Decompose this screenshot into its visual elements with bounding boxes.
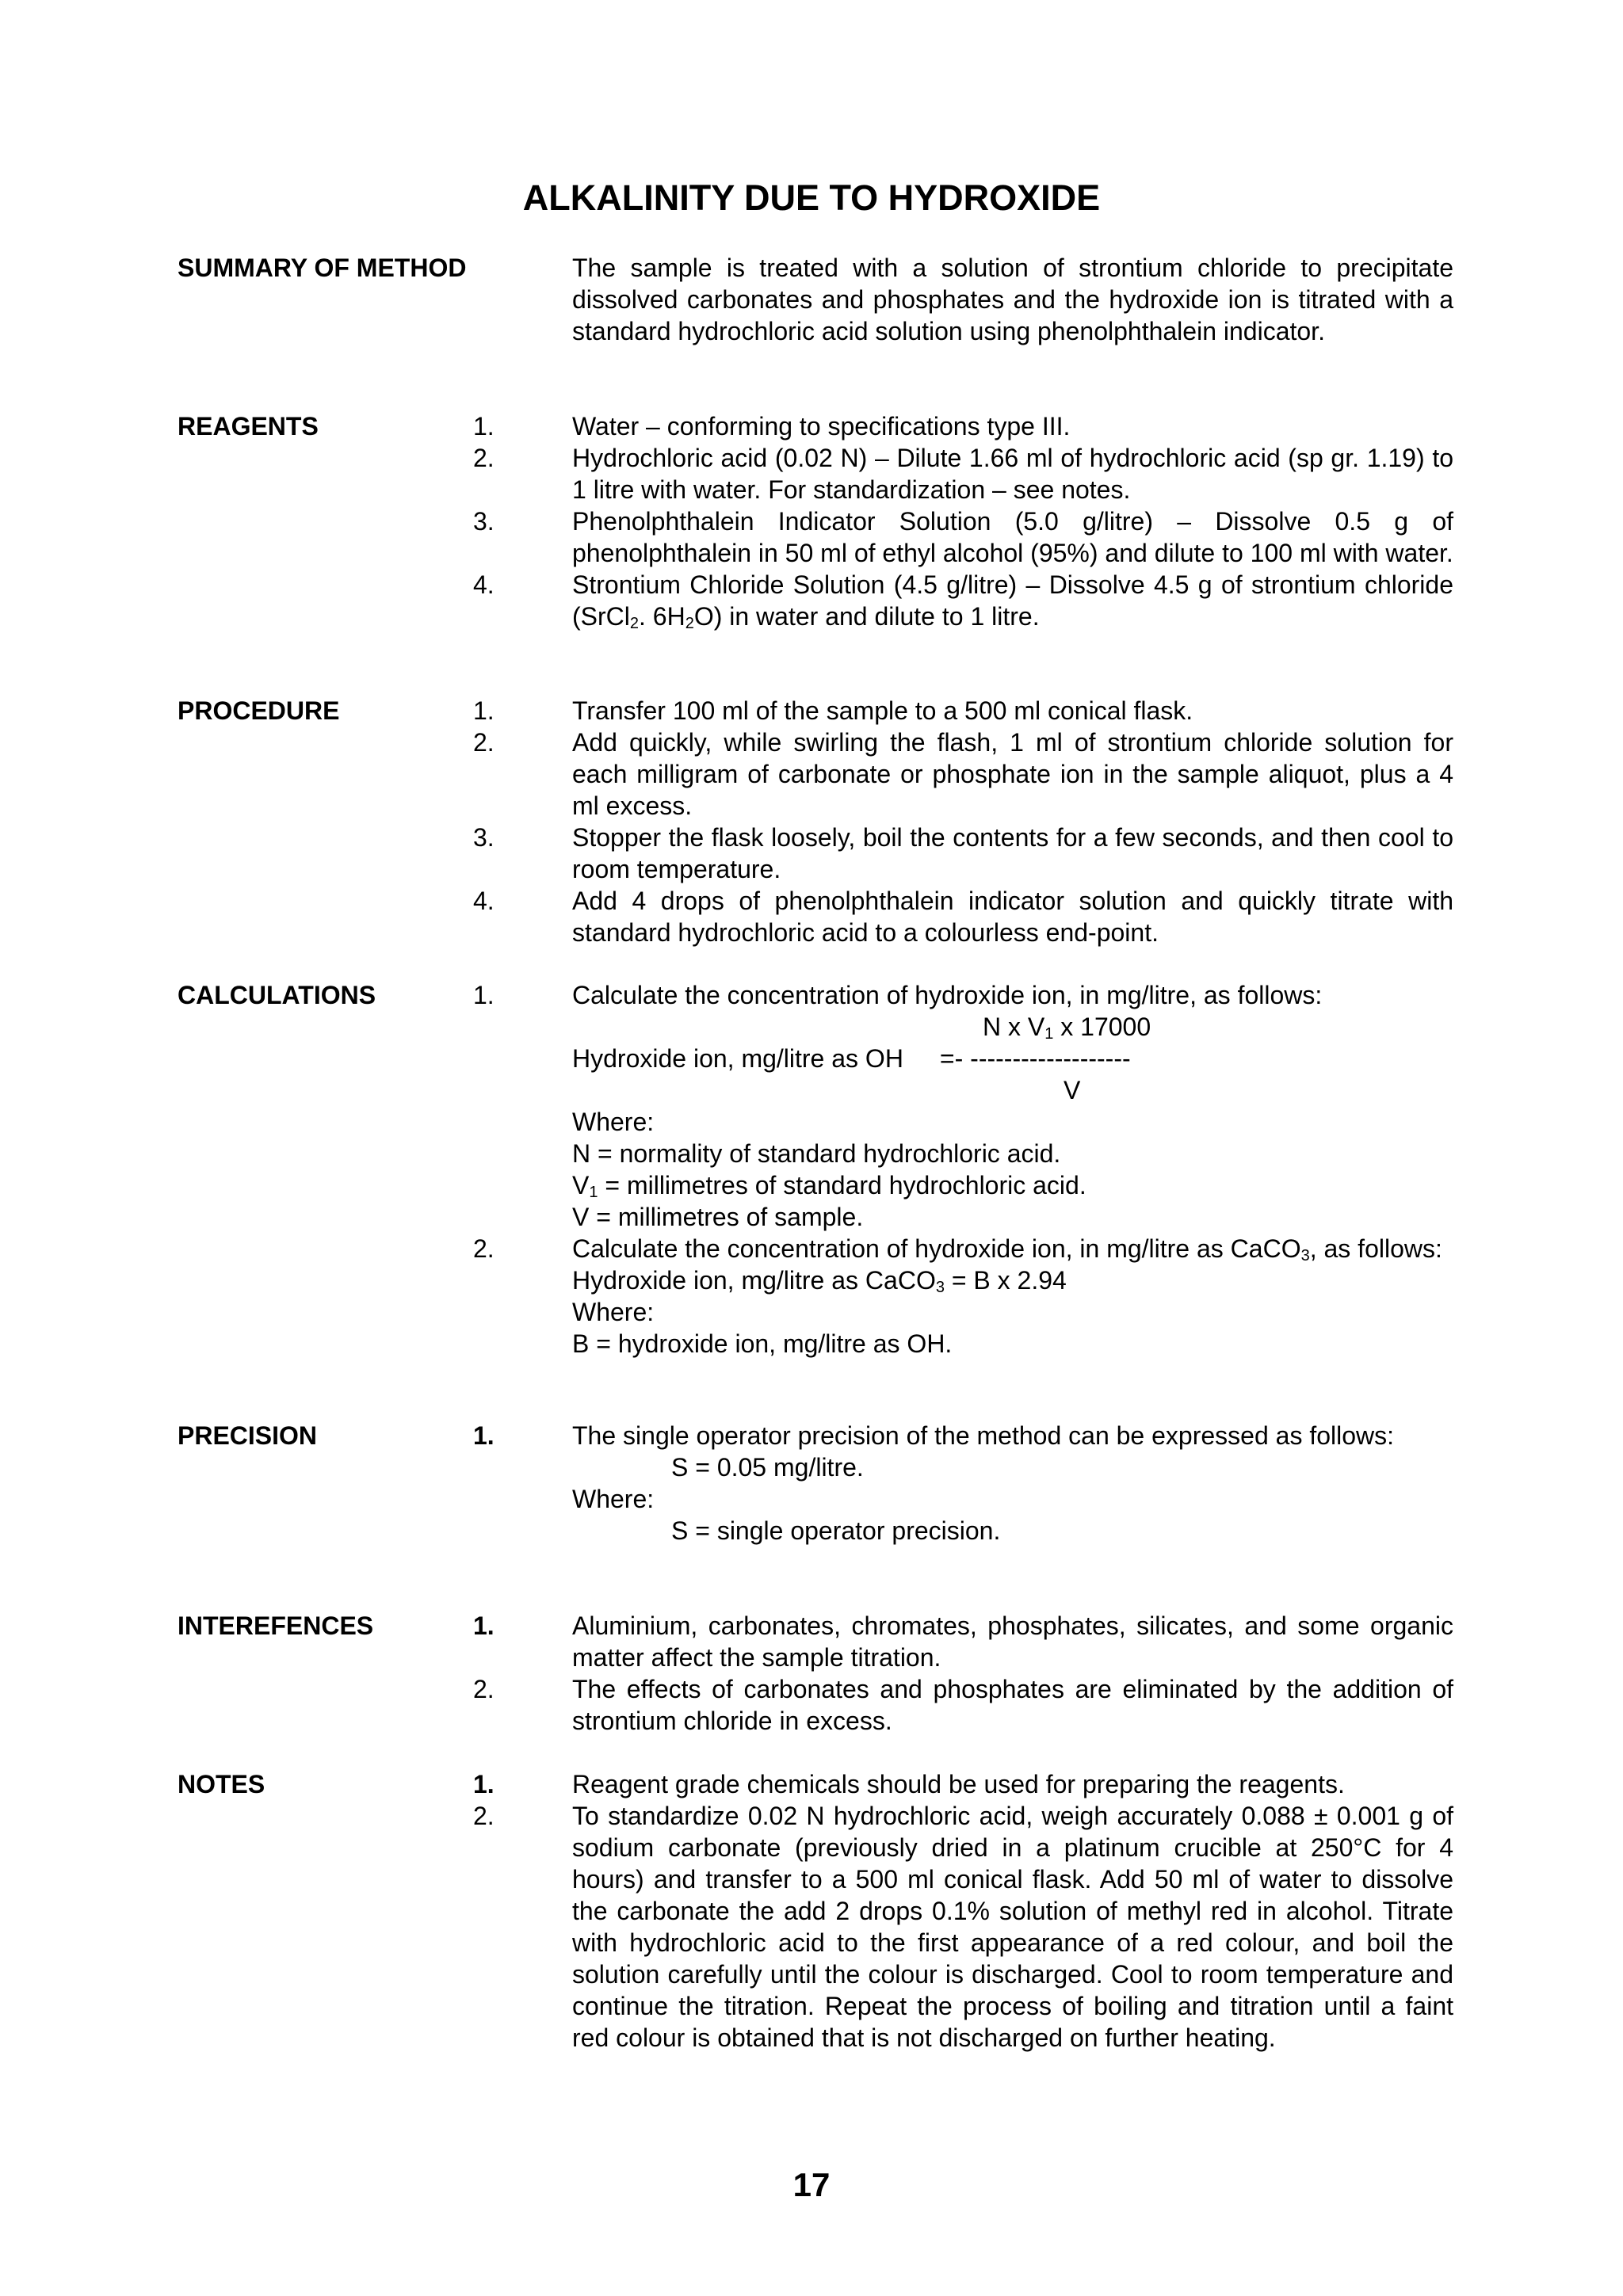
page-number: 17 [792, 2166, 831, 2203]
item-text: To standardize 0.02 N hydrochloric acid, weigh accurately 0.088 ± 0.001 g of sodium carbonate (previously dried in a platinum crucible at 250°C for 4 hours) and transfer to a 500 ml conical flask. Add 50 ml of water to dissolve the carbonate the add 2 drops 0.1% solution of methyl red in alcohol. Titrate with hydrochloric acid to the first appearance of a red colour, and boil the solution carefully until the colour is discharged. Cool to room temperature and continue the titration. Repeat the process of boiling and titration until a faint red colour is obtained that is not discharged on further heating. [572, 1802, 1453, 2052]
subscript: 1 [1044, 1025, 1054, 1043]
definition: V = millimetres of sample. [572, 1203, 864, 1231]
section-label-reagents: REAGENTS [178, 412, 319, 441]
list-item [0, 1233, 1623, 1360]
list-item [0, 1800, 1623, 2054]
formula-denominator: V [1064, 1076, 1081, 1104]
definition [572, 1169, 1453, 1201]
item-number: 4. [473, 887, 495, 915]
item-text: Add quickly, while swirling the flash, 1 ml of strontium chloride solution for each milligram of carbonate or phosphate ion in the sample aliquot, plus a 4 ml excess. [572, 728, 1453, 820]
where-label: Where: [572, 1108, 655, 1136]
item-number: 1. [473, 981, 495, 1009]
item-text [572, 569, 1453, 632]
item-text [572, 1233, 1453, 1360]
list-item [0, 442, 1623, 505]
text-part: . 6H [639, 602, 685, 631]
item-text [572, 979, 1453, 1233]
list-item [0, 410, 1623, 442]
subscript: 1 [589, 1184, 598, 1201]
calc-intro [572, 1233, 1453, 1264]
item-text: Phenolphthalein Indicator Solution (5.0 g/litre) – Dissolve 0.5 g of phenolphthalein in 50 ml of ethyl alcohol (95%) and dilute to 100 ml with water. [572, 507, 1453, 567]
section-reagents [0, 410, 1623, 632]
formula-line [572, 1264, 1453, 1296]
text-part: N x V [983, 1013, 1045, 1041]
item-text [572, 1420, 1453, 1547]
list-item [0, 1768, 1623, 1800]
item-number: 2. [473, 728, 495, 757]
item-number: 3. [473, 507, 495, 536]
item-text: Aluminium, carbonates, chromates, phosphates, silicates, and some organic matter affect the sample titration. [572, 1611, 1453, 1672]
text-part: , as follows: [1309, 1234, 1442, 1263]
text-part: V [572, 1171, 590, 1199]
section-label-procedure: PROCEDURE [178, 696, 340, 725]
section-summary [0, 252, 1623, 347]
item-number: 1. [473, 412, 495, 441]
section-precision [0, 1420, 1623, 1547]
subscript: 3 [935, 1279, 945, 1296]
list-item [0, 695, 1623, 727]
formula-lhs: Hydroxide ion, mg/litre as OH [572, 1044, 903, 1073]
list-item [0, 822, 1623, 885]
item-text: The effects of carbonates and phosphates are eliminated by the addition of strontium chloride in excess. [572, 1675, 1453, 1735]
list-item [0, 979, 1623, 1233]
section-label-calculations: CALCULATIONS [178, 981, 376, 1009]
list-item [0, 885, 1623, 948]
section-procedure [0, 695, 1623, 948]
where-label: Where: [572, 1485, 655, 1513]
section-notes [0, 1768, 1623, 2054]
precision-intro: The single operator precision of the method can be expressed as follows: [572, 1421, 1395, 1450]
item-number: 2. [473, 1234, 495, 1263]
item-text: Add 4 drops of phenolphthalein indicator solution and quickly titrate with standard hydrochloric acid to a colourless end-point. [572, 887, 1453, 947]
list-item [0, 727, 1623, 822]
where-label: Where: [572, 1298, 655, 1326]
section-calculations [0, 979, 1623, 1360]
item-text: Hydrochloric acid (0.02 N) – Dilute 1.66 ml of hydrochloric acid (sp gr. 1.19) to 1 litre with water. For standardization – see notes. [572, 444, 1453, 504]
definition: B = hydroxide ion, mg/litre as OH. [572, 1329, 953, 1358]
subscript: 2 [685, 615, 694, 632]
list-item [0, 569, 1623, 632]
summary-text: The sample is treated with a solution of strontium chloride to precipitate dissolved carbonates and phosphates and the hydroxide ion is titrated with a standard hydrochloric acid solution using phenolphthalein indicator. [572, 254, 1453, 345]
definition: S = single operator precision. [671, 1516, 1001, 1545]
page-title: ALKALINITY DUE TO HYDROXIDE [522, 177, 1101, 218]
text-part: Hydroxide ion, mg/litre as CaCO [572, 1266, 936, 1295]
formula-line: S = 0.05 mg/litre. [671, 1453, 864, 1482]
list-item [0, 505, 1623, 569]
item-number: 2. [473, 1802, 495, 1830]
section-label-interferences: INTEREFENCES [178, 1611, 374, 1640]
list-item [0, 1420, 1623, 1547]
text-part: = B x 2.94 [944, 1266, 1067, 1295]
item-text: Stopper the flask loosely, boil the contents for a few seconds, and then cool to room temperature. [572, 823, 1453, 883]
formula-numerator [572, 1011, 1453, 1043]
formula-line [572, 1043, 1453, 1074]
item-text: Reagent grade chemicals should be used for preparing the reagents. [572, 1770, 1345, 1798]
item-number: 1. [473, 696, 495, 725]
item-number: 3. [473, 823, 495, 852]
item-number: 1. [473, 1611, 495, 1640]
item-number: 2. [473, 444, 495, 472]
text-part: O) in water and dilute to 1 litre. [693, 602, 1040, 631]
item-text: Water – conforming to specifications type III. [572, 412, 1071, 441]
item-number: 2. [473, 1675, 495, 1703]
item-number: 1. [473, 1421, 495, 1450]
item-text: Transfer 100 ml of the sample to a 500 ml conical flask. [572, 696, 1193, 725]
item-number: 4. [473, 570, 495, 599]
formula-fraction-bar: =- ------------------- [939, 1044, 1131, 1073]
item-number: 1. [473, 1770, 495, 1798]
list-item [0, 1610, 1623, 1673]
text-part: Calculate the concentration of hydroxide ion, in mg/litre as CaCO [572, 1234, 1301, 1263]
text-part: x 17000 [1053, 1013, 1151, 1041]
section-label-precision: PRECISION [178, 1421, 318, 1450]
text-part: = millimetres of standard hydrochloric acid. [598, 1171, 1086, 1199]
section-label-summary: SUMMARY OF METHOD [178, 254, 467, 282]
subscript: 3 [1300, 1247, 1310, 1264]
list-item [0, 1673, 1623, 1737]
text-part: Strontium Chloride Solution (4.5 g/litre) – Dissolve 4.5 g of strontium chloride (SrCl [572, 570, 1453, 631]
calc-intro: Calculate the concentration of hydroxide ion, in mg/litre, as follows: [572, 981, 1323, 1009]
section-interferences [0, 1610, 1623, 1737]
subscript: 2 [629, 615, 639, 632]
section-label-notes: NOTES [178, 1770, 265, 1798]
definition: N = normality of standard hydrochloric acid. [572, 1139, 1061, 1168]
